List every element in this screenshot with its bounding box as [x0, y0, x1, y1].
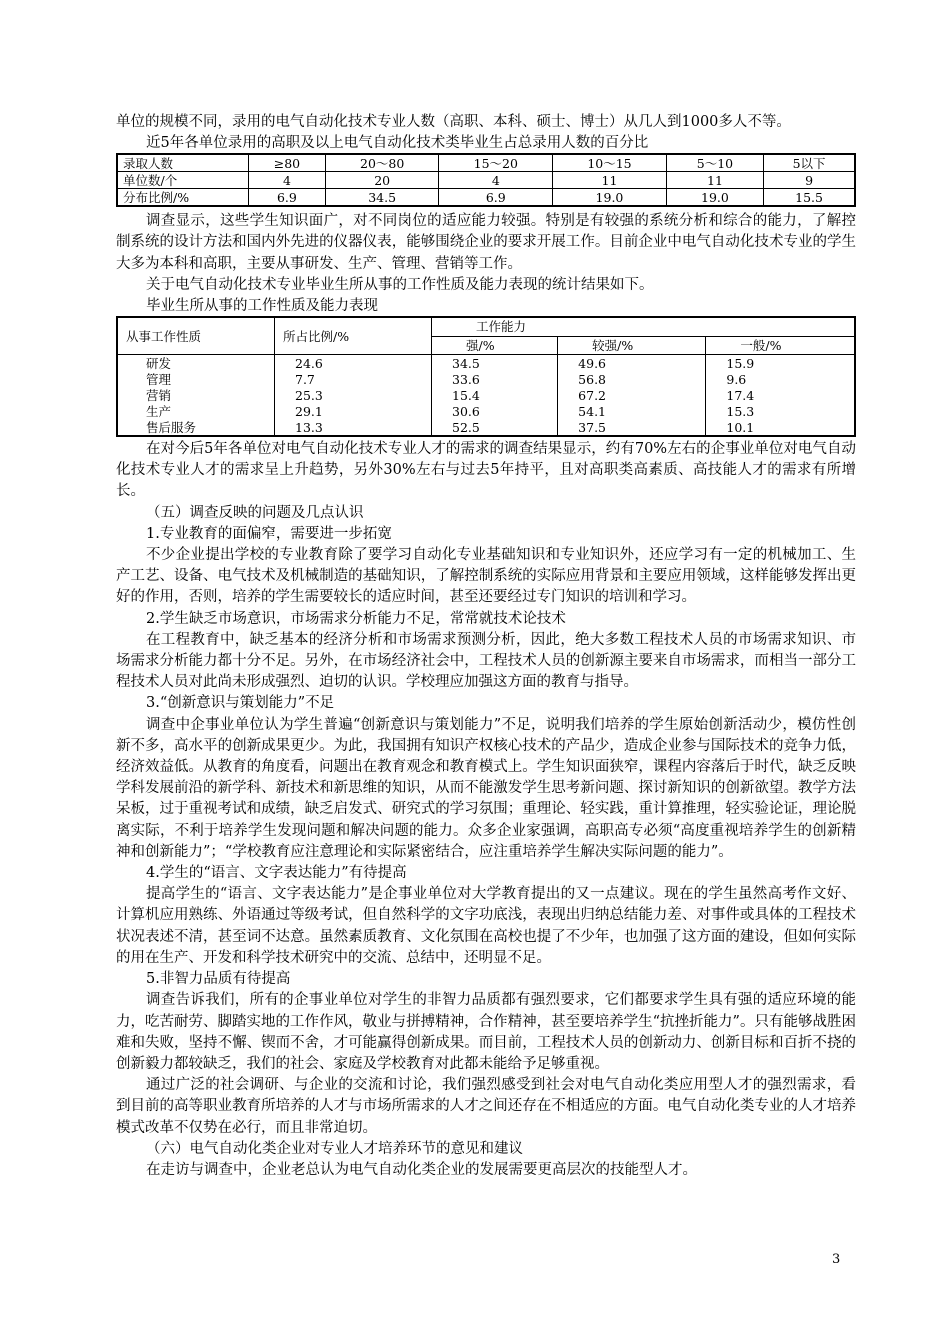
- table-cell: 6.9: [439, 189, 553, 207]
- job-nature-table: [116, 316, 856, 437]
- table-row: [117, 355, 855, 372]
- table-row: [117, 419, 855, 436]
- issue-paragraph-2: 在工程教育中，缺乏基本的经济分析和市场需求预测分析，因此，绝大多数工程技术人员的市场需求知识、市场需求分析能力都十分不足。另外，在市场经济社会中，工程技术人员的创新源主要来自市场需求，而相当一部分工程技术人员对此尚未形成强烈、迫切的认识。学校理应加强这方面的教育与指导。: [116, 631, 856, 691]
- issue-paragraph-5: 调查告诉我们，所有的企事业单位对学生的非智力品质都有强烈要求，它们都要求学生具有强的适应环境的能力，吃苦耐劳、脚踏实地的工作作风，敬业与拼搏精神，合作精神，甚至要培养学生“抗挫折能力”。只有能够战胜困难和失败，坚持不懈、锲而不舍，才可能赢得创新成果。而目前，工程技术人员的创新动力、创新目标和百折不挠的创新毅力都较缺乏，我们的社会、家庭及学校教育对此都未能给予足够重视。: [116, 992, 856, 1072]
- table-cell: 9.6: [706, 371, 855, 387]
- table-cell: 19.0: [553, 189, 667, 207]
- table-cell: 营销: [117, 387, 275, 403]
- table-cell: 11: [666, 172, 763, 189]
- issue-heading-4: 4.学生的“语言、文字表达能力”有待提高: [146, 865, 407, 882]
- table-cell: 52.5: [432, 419, 558, 436]
- table-cell: 56.8: [558, 371, 706, 387]
- table-cell: 15.3: [706, 403, 855, 419]
- table-row: [117, 403, 855, 419]
- section-heading-5: （五）调查反映的问题及几点认识: [146, 504, 364, 521]
- table-cell: 30.6: [432, 403, 558, 419]
- table-cell: 13.3: [275, 419, 432, 436]
- final-paragraph: 在走访与调查中，企业老总认为电气自动化类企业的发展需要更高层次的技能型人才。: [146, 1161, 697, 1178]
- table-cell: ≥80: [249, 154, 326, 172]
- table-header-ability: 工作能力: [432, 317, 856, 336]
- table-subheader-fairly-strong: 较强/%: [558, 336, 706, 354]
- table-cell: 管理: [117, 371, 275, 387]
- stats-paragraph: 关于电气自动化技术专业毕业生所从事的工作性质及能力表现的统计结果如下。: [146, 276, 654, 293]
- table-cell: 20: [325, 172, 439, 189]
- table-row: [117, 172, 855, 189]
- table-cell: 19.0: [666, 189, 763, 207]
- table-cell: 15～20: [439, 154, 553, 172]
- table-header-nature: 从事工作性质: [117, 317, 275, 355]
- table-cell: 研发: [117, 355, 275, 372]
- section-heading-6: （六）电气自动化类企业对专业人才培养环节的意见和建议: [146, 1140, 523, 1157]
- conclusion-paragraph: 通过广泛的社会调研、与企业的交流和讨论，我们强烈感受到社会对电气自动化类应用型人才的强烈需求，看到目前的高等职业教育所培养的人才与市场所需求的人才之间还存在不相适应的方面。电气自动化类专业的人才培养模式改革不仅势在必行，而且非常迫切。: [116, 1077, 856, 1136]
- table-cell: 10～15: [553, 154, 667, 172]
- table-cell: 49.6: [558, 355, 706, 372]
- table-cell: 54.1: [558, 403, 706, 419]
- demand-paragraph: 在对今后5年各单位对电气自动化技术专业人才的需求的调查结果显示，约有70%左右的企事业单位对电气自动化技术专业人才的需求呈上升趋势，另外30%左右与过去5年持平，且对高职类高素质、高技能人才的需求有所增长。: [116, 441, 856, 500]
- table-cell: 5～10: [666, 154, 763, 172]
- table-cell: 生产: [117, 403, 275, 419]
- page-number: 3: [832, 1252, 841, 1267]
- issue-paragraph-3: 调查中企事业单位认为学生普遍“创新意识与策划能力”不足，说明我们培养的学生原始创新活动少，模仿性创新不多，高水平的创新成果更少。为此，我国拥有知识产权核心技术的产品少，造成企业参与国际技术的竞争力低，经济效益低。从教育的角度看，问题出在教育观念和教育模式上。学生知识面狭窄，课程内容落后于时代，缺乏反映学科发展前沿的新学科、新技术和新思维的知识，从而不能激发学生思考新问题、探讨新知识的创新欲望。教学方法呆板，过于重视考试和成绩，缺乏启发式、研究式的学习氛围；重理论、轻实践，重计算推理，轻实验论证，理论脱离实际，不利于培养学生发现问题和解决问题的能力。众多企业家强调，高职高专必须“高度重视培养学生的创新精神和创新能力”；“学校教育应注意理论和实际紧密结合，应注重培养学生解决实际问题的能力”。: [116, 716, 856, 860]
- table-cell: 29.1: [275, 403, 432, 419]
- table-row: [117, 189, 855, 207]
- table-cell: 分布比例/%: [117, 189, 249, 207]
- table-cell: 37.5: [558, 419, 706, 436]
- table-cell: 25.3: [275, 387, 432, 403]
- table-cell: 9: [764, 172, 855, 189]
- table-row: [117, 371, 855, 387]
- table-cell: 售后服务: [117, 419, 275, 436]
- intro-paragraph: 单位的规模不同，录用的电气自动化技术专业人数（高职、本科、硕士、博士）从几人到1000多人不等。: [116, 114, 791, 130]
- survey-paragraph: 调查显示，这些学生知识面广，对不同岗位的适应能力较强。特别是有较强的系统分析和综合的能力，了解控制系统的设计方法和国内外先进的仪器仪表，能够围绕企业的要求开展工作。目前企业中电气自动化技术专业的学生大多为本科和高职，主要从事研发、生产、管理、营销等工作。: [116, 213, 856, 272]
- table-cell: 5以下: [764, 154, 855, 172]
- table-cell: 7.7: [275, 371, 432, 387]
- table-row: [117, 387, 855, 403]
- issue-heading-1: 1.专业教育的面偏窄，需要进一步拓宽: [146, 525, 392, 542]
- table-cell: 11: [553, 172, 667, 189]
- issue-paragraph-4: 提高学生的“语言、文字表达能力”是企事业单位对大学教育提出的又一点建议。现在的学生虽然高考作文好、计算机应用熟练、外语通过等级考试，但自然科学的文字功底浅，表现出归纳总结能力差、对事件或具体的工程技术状况表述不清，甚至词不达意。虽然素质教育、文化氛围在高校也提了不少年，也加强了这方面的建设，但如何实际的用在生产、开发和科学技术研究中的交流、总结中，还明显不足。: [116, 886, 856, 966]
- document-page: [116, 112, 856, 1181]
- table-cell: 24.6: [275, 355, 432, 372]
- table-row: [117, 154, 855, 172]
- table-cell: 录取人数: [117, 154, 249, 172]
- table-header-ratio: 所占比例/%: [275, 317, 432, 355]
- table-cell: 10.1: [706, 419, 855, 436]
- table-header-row: [117, 317, 855, 336]
- table-subheader-average: 一般/%: [706, 336, 855, 354]
- table-cell: 17.4: [706, 387, 855, 403]
- table-cell: 4: [439, 172, 553, 189]
- table-cell: 67.2: [558, 387, 706, 403]
- table-cell: 6.9: [249, 189, 326, 207]
- table-cell: 15.4: [432, 387, 558, 403]
- table-subheader-strong: 强/%: [432, 336, 558, 354]
- table-cell: 15.9: [706, 355, 855, 372]
- table-cell: 34.5: [325, 189, 439, 207]
- issue-heading-3: 3.“创新意识与策划能力”不足: [146, 695, 335, 712]
- table-cell: 33.6: [432, 371, 558, 387]
- table2-caption: 毕业生所从事的工作性质及能力表现: [146, 298, 378, 315]
- table-cell: 20～80: [325, 154, 439, 172]
- table-cell: 单位数/个: [117, 172, 249, 189]
- table-cell: 15.5: [764, 189, 855, 207]
- issue-heading-2: 2.学生缺乏市场意识，市场需求分析能力不足，常常就技术论技术: [146, 610, 566, 627]
- issue-paragraph-1: 不少企业提出学校的专业教育除了要学习自动化专业基础知识和专业知识外，还应学习有一定的机械加工、生产工艺、设备、电气技术及机械制造的基础知识，了解控制系统的实际应用背景和主要应用领域，这样能够发挥出更好的作用，否则，培养的学生需要较长的适应时间，甚至还要经过专门知识的培训和学习。: [116, 547, 856, 606]
- issue-heading-5: 5.非智力品质有待提高: [146, 971, 291, 988]
- table-cell: 34.5: [432, 355, 558, 372]
- recruitment-table: [116, 153, 856, 207]
- table-cell: 4: [249, 172, 326, 189]
- table1-caption: 近5年各单位录用的高职及以上电气自动化技术类毕业生占总录用人数的百分比: [146, 135, 649, 152]
